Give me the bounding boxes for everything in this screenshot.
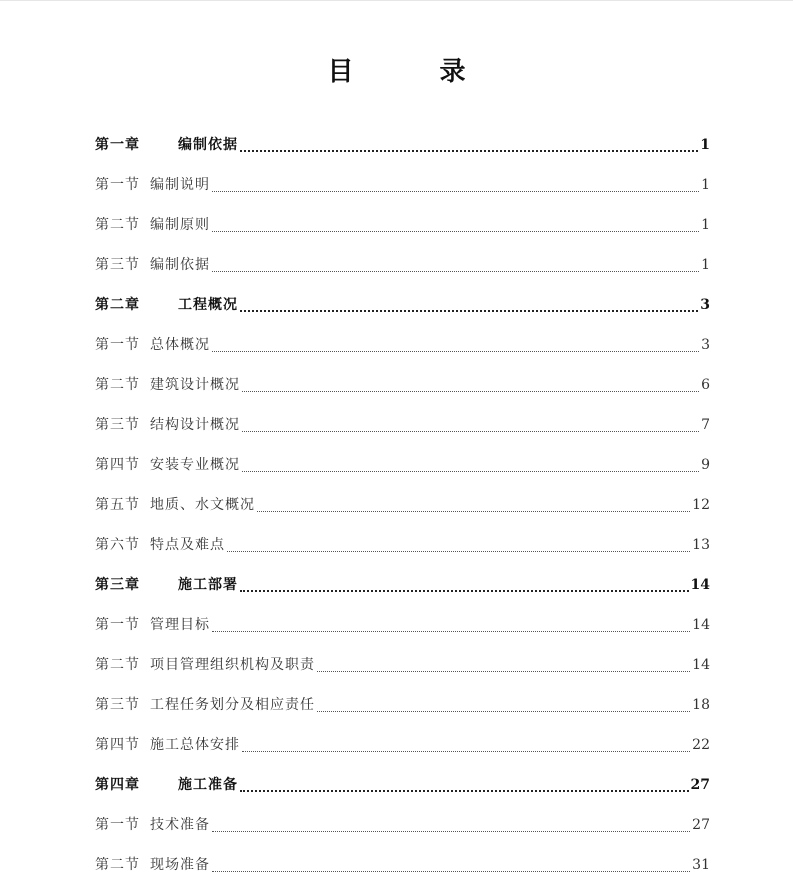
toc-section-entry[interactable] (95, 605, 710, 645)
dot-leader (227, 551, 690, 552)
toc-chapter-entry[interactable] (95, 125, 710, 165)
entry-title: 建筑设计概况 (150, 377, 240, 393)
toc-section-entry[interactable] (95, 325, 710, 365)
toc-section-entry[interactable] (95, 445, 710, 485)
entry-title: 编制依据 (150, 257, 210, 273)
dot-leader (240, 310, 698, 312)
dot-leader (317, 671, 690, 672)
entry-number: 第一节 (95, 177, 140, 193)
toc-section-entry[interactable] (95, 845, 710, 885)
entry-title: 编制原则 (150, 217, 210, 233)
toc-chapter-entry[interactable] (95, 765, 710, 805)
entry-page-number: 6 (701, 377, 710, 393)
entry-page-number: 7 (701, 417, 710, 433)
dot-leader (212, 191, 699, 192)
toc-list (95, 125, 710, 885)
dot-leader (212, 631, 690, 632)
entry-number: 第三章 (95, 577, 140, 593)
entry-number: 第三节 (95, 417, 140, 433)
entry-number: 第一节 (95, 817, 140, 833)
entry-page-number: 27 (692, 817, 710, 833)
entry-number: 第二章 (95, 297, 140, 313)
entry-title: 地质、水文概况 (150, 497, 255, 513)
entry-title: 施工总体安排 (150, 737, 240, 753)
entry-number: 第二节 (95, 657, 140, 673)
entry-page-number: 3 (700, 297, 710, 313)
entry-title: 现场准备 (150, 857, 210, 873)
toc-section-entry[interactable] (95, 805, 710, 845)
entry-page-number: 31 (692, 857, 710, 873)
entry-title: 工程任务划分及相应责任 (150, 697, 315, 713)
toc-chapter-entry[interactable] (95, 565, 710, 605)
entry-title: 特点及难点 (150, 537, 225, 553)
toc-section-entry[interactable] (95, 405, 710, 445)
entry-page-number: 3 (701, 337, 710, 353)
entry-page-number: 22 (692, 737, 710, 753)
entry-page-number: 1 (701, 257, 710, 273)
entry-number: 第一节 (95, 337, 140, 353)
dot-leader (240, 150, 698, 152)
entry-number: 第二节 (95, 217, 140, 233)
dot-leader (317, 711, 690, 712)
entry-number: 第四章 (95, 777, 140, 793)
entry-page-number: 14 (690, 577, 710, 593)
entry-number: 第六节 (95, 537, 140, 553)
dot-leader (242, 471, 699, 472)
dot-leader (257, 511, 690, 512)
toc-chapter-entry[interactable] (95, 285, 710, 325)
toc-section-entry[interactable] (95, 525, 710, 565)
toc-section-entry[interactable] (95, 645, 710, 685)
dot-leader (212, 871, 690, 872)
entry-number: 第一章 (95, 137, 140, 153)
toc-section-entry[interactable] (95, 725, 710, 765)
toc-section-entry[interactable] (95, 205, 710, 245)
entry-title: 编制依据 (178, 137, 238, 153)
entry-title: 管理目标 (150, 617, 210, 633)
entry-title: 编制说明 (150, 177, 210, 193)
entry-title: 项目管理组织机构及职责 (150, 657, 315, 673)
entry-number: 第五节 (95, 497, 140, 513)
entry-page-number: 14 (692, 657, 710, 673)
entry-page-number: 1 (701, 217, 710, 233)
entry-page-number: 13 (692, 537, 710, 553)
dot-leader (242, 391, 699, 392)
entry-title: 总体概况 (150, 337, 210, 353)
dot-leader (212, 231, 699, 232)
dot-leader (212, 271, 699, 272)
toc-section-entry[interactable] (95, 685, 710, 725)
dot-leader (212, 351, 699, 352)
dot-leader (212, 831, 690, 832)
entry-number: 第四节 (95, 457, 140, 473)
dot-leader (242, 751, 690, 752)
toc-section-entry[interactable] (95, 365, 710, 405)
toc-section-entry[interactable] (95, 245, 710, 285)
entry-page-number: 12 (692, 497, 710, 513)
entry-page-number: 14 (692, 617, 710, 633)
dot-leader (240, 590, 689, 592)
dot-leader (242, 431, 699, 432)
dot-leader (240, 790, 689, 792)
entry-number: 第二节 (95, 377, 140, 393)
entry-title: 安装专业概况 (150, 457, 240, 473)
entry-number: 第二节 (95, 857, 140, 873)
entry-title: 施工部署 (178, 577, 238, 593)
toc-section-entry[interactable] (95, 485, 710, 525)
entry-title: 施工准备 (178, 777, 238, 793)
toc-section-entry[interactable] (95, 165, 710, 205)
entry-number: 第四节 (95, 737, 140, 753)
entry-page-number: 27 (690, 777, 710, 793)
entry-title: 结构设计概况 (150, 417, 240, 433)
entry-title: 工程概况 (178, 297, 238, 313)
entry-page-number: 9 (701, 457, 710, 473)
entry-number: 第三节 (95, 257, 140, 273)
entry-number: 第一节 (95, 617, 140, 633)
toc-title: 目 录 (327, 57, 496, 87)
entry-page-number: 18 (692, 697, 710, 713)
entry-number: 第三节 (95, 697, 140, 713)
entry-page-number: 1 (701, 177, 710, 193)
entry-page-number: 1 (700, 137, 710, 153)
entry-title: 技术准备 (150, 817, 210, 833)
